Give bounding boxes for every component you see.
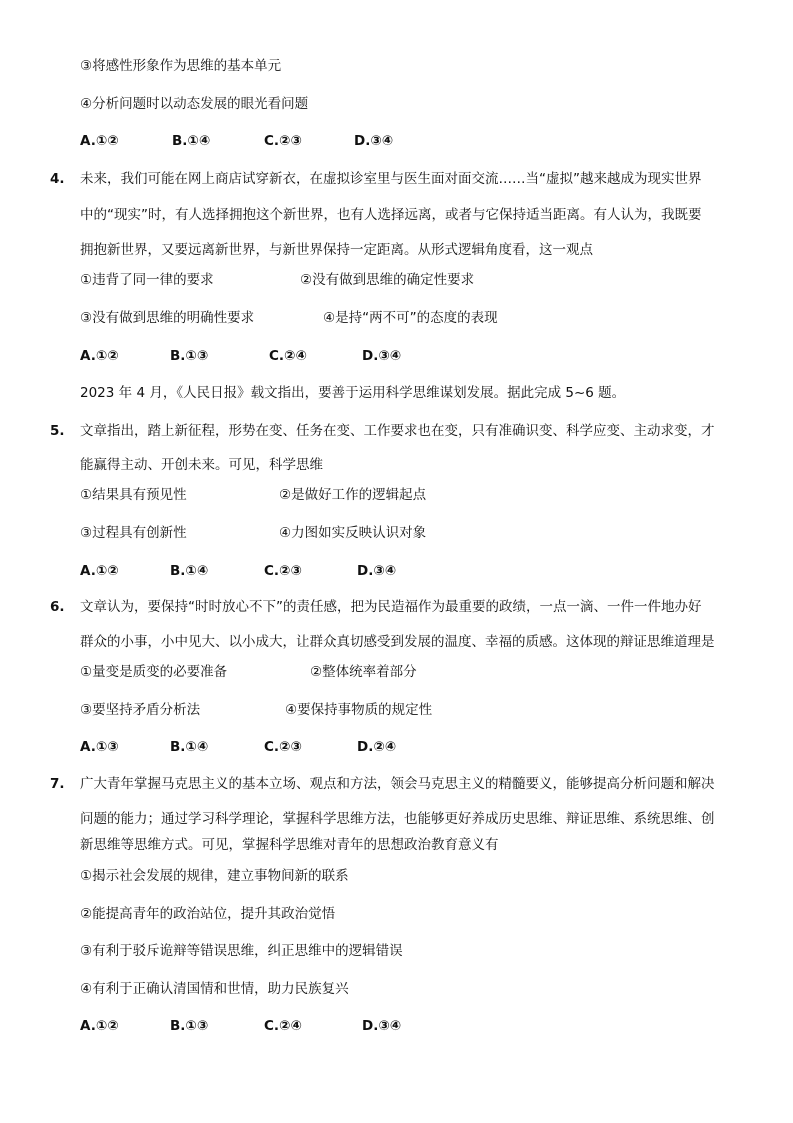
question-stem-line: 群众的小事，小中见大、以小成大，让群众真切感受到发展的温度、幸福的质感。这体现的辩证思维道理是: [80, 634, 715, 650]
question-number: 5.: [50, 423, 65, 439]
question-stem-line: 未来，我们可能在网上商店试穿新衣，在虚拟诊室里与医生面对面交流……当“虚拟”越来越成为现实世界: [80, 171, 702, 187]
question-stem-line: 中的“现实”时，有人选择拥抱这个新世界，也有人选择远离，或者与它保持适当距离。有人认为，我既要: [80, 207, 702, 223]
option-4: ④是持“两不可”的态度的表现: [323, 310, 498, 326]
option-1: ①揭示社会发展的规律，建立事物间新的联系: [80, 868, 349, 884]
answer-d: D.③④: [362, 348, 402, 364]
question-stem-line: 拥抱新世界，又要远离新世界，与新世界保持一定距离。从形式逻辑角度看，这一观点: [80, 242, 593, 258]
question-stem-line: 广大青年掌握马克思主义的基本立场、观点和方法，领会马克思主义的精髓要义，能够提高分析问题和解决: [80, 776, 715, 792]
answer-b: B.①④: [170, 563, 209, 579]
answer-d: D.②④: [357, 739, 397, 755]
answer-c: C.②④: [264, 1018, 302, 1034]
section-intro: 2023 年 4 月，《人民日报》载文指出，要善于运用科学思维谋划发展。据此完成 5~6 题。: [80, 385, 626, 401]
question-stem-line: 问题的能力；通过学习科学理论，掌握科学思维方法，也能够更好养成历史思维、辩证思维、系统思维、创: [80, 811, 715, 827]
answer-a: A.①②: [80, 1018, 119, 1034]
answer-b: B.①④: [172, 133, 211, 149]
answer-c: C.②④: [269, 348, 307, 364]
option-2: ②整体统率着部分: [310, 664, 417, 680]
answer-b: B.①③: [170, 348, 209, 364]
option-4: ④有利于正确认清国情和世情，助力民族复兴: [80, 981, 349, 997]
option-2: ②是做好工作的逻辑起点: [279, 487, 427, 503]
option-4: ④要保持事物质的规定性: [285, 702, 433, 718]
answer-b: B.①④: [170, 739, 209, 755]
option-3: ③将感性形象作为思维的基本单元: [80, 58, 282, 74]
option-4: ④力图如实反映认识对象: [279, 525, 427, 541]
option-1: ①结果具有预见性: [80, 487, 187, 503]
question-stem-line: 文章指出，踏上新征程，形势在变、任务在变、工作要求也在变，只有准确识变、科学应变、主动求变，才: [80, 423, 715, 439]
option-1: ①量变是质变的必要准备: [80, 664, 228, 680]
option-2: ②能提高青年的政治站位，提升其政治觉悟: [80, 906, 336, 922]
question-stem-line: 新思维等思维方式。可见，掌握科学思维对青年的思想政治教育意义有: [80, 837, 499, 853]
answer-d: D.③④: [357, 563, 397, 579]
answer-d: D.③④: [362, 1018, 402, 1034]
answer-a: A.①②: [80, 563, 119, 579]
answer-b: B.①③: [170, 1018, 209, 1034]
option-3: ③没有做到思维的明确性要求: [80, 310, 255, 326]
answer-c: C.②③: [264, 739, 302, 755]
option-3: ③要坚持矛盾分析法: [80, 702, 201, 718]
question-number: 6.: [50, 599, 65, 615]
option-3: ③有利于驳斥诡辩等错误思维，纠正思维中的逻辑错误: [80, 943, 403, 959]
question-number: 7.: [50, 776, 65, 792]
option-2: ②没有做到思维的确定性要求: [300, 272, 475, 288]
answer-d: D.③④: [354, 133, 394, 149]
answer-a: A.①②: [80, 348, 119, 364]
question-number: 4.: [50, 171, 65, 187]
answer-a: A.①③: [80, 739, 119, 755]
answer-a: A.①②: [80, 133, 119, 149]
option-1: ①违背了同一律的要求: [80, 272, 214, 288]
question-stem-line: 能赢得主动、开创未来。可见，科学思维: [80, 457, 323, 473]
answer-c: C.②③: [264, 133, 302, 149]
option-3: ③过程具有创新性: [80, 525, 187, 541]
option-4: ④分析问题时以动态发展的眼光看问题: [80, 96, 309, 112]
answer-c: C.②③: [264, 563, 302, 579]
question-stem-line: 文章认为，要保持“时时放心不下”的责任感，把为民造福作为最重要的政绩，一点一滴、一件一件地办好: [80, 599, 702, 615]
